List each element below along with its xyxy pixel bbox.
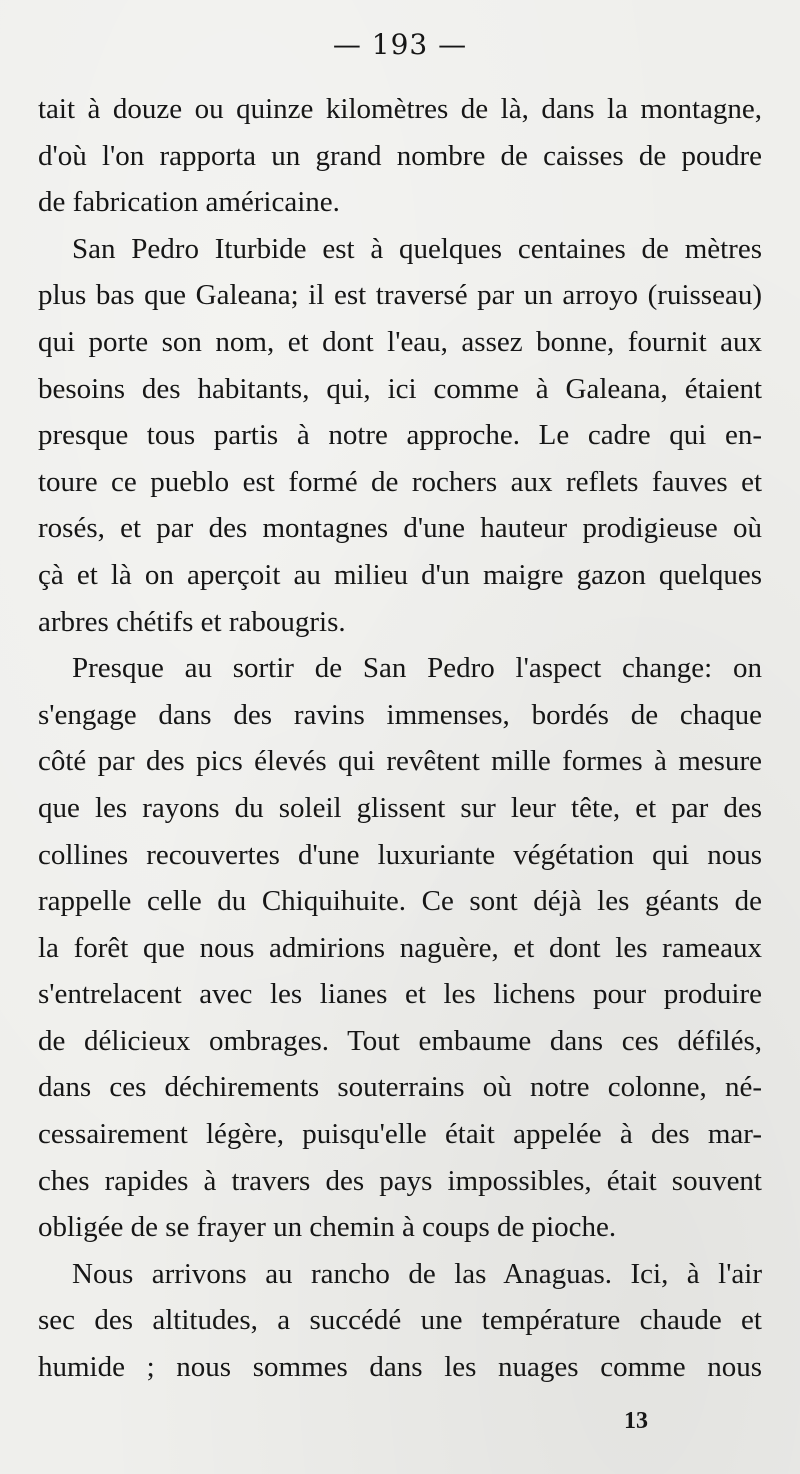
text-line: ches rapides à travers des pays impossibles, était souvent <box>38 1164 762 1197</box>
text-line: d'où l'on rapporta un grand nombre de caisses de poudre <box>38 139 762 172</box>
text-line: San Pedro Iturbide est à quelques centaines de mètres <box>72 232 762 265</box>
text-line: Presque au sortir de San Pedro l'aspect change: on <box>72 652 762 685</box>
text-line: dans ces déchirements souterrains où notre colonne, né- <box>38 1071 762 1104</box>
text-line: obligée de se frayer un chemin à coups de pioche. <box>38 1211 617 1244</box>
text-line: rappelle celle du Chiquihuite. Ce sont déjà les géants de <box>38 885 762 918</box>
text-line: arbres chétifs et rabougris. <box>38 605 346 638</box>
text-line: presque tous partis à notre approche. Le cadre qui en- <box>38 419 762 452</box>
signature-mark: 13 <box>624 1408 648 1434</box>
text-line: de délicieux ombrages. Tout embaume dans ces défilés, <box>38 1024 762 1057</box>
page-number: — 193 — <box>332 28 468 61</box>
text-line: la forêt que nous admirions naguère, et dont les rameaux <box>38 931 762 964</box>
text-line: qui porte son nom, et dont l'eau, assez bonne, fournit aux <box>38 325 762 358</box>
text-line: humide ; nous sommes dans les nuages comme nous <box>38 1351 762 1384</box>
text-line: toure ce pueblo est formé de rochers aux reflets fauves et <box>38 465 762 498</box>
text-line: plus bas que Galeana; il est traversé par un arroyo (ruisseau) <box>38 279 762 312</box>
text-line: cessairement légère, puisqu'elle était appelée à des mar- <box>38 1118 762 1151</box>
text-line: s'entrelacent avec les lianes et les lichens pour produire <box>38 978 762 1011</box>
text-line: collines recouvertes d'une luxuriante végétation qui nous <box>38 838 762 871</box>
text-line: de fabrication américaine. <box>38 186 340 219</box>
text-line: besoins des habitants, qui, ici comme à Galeana, étaient <box>38 372 762 405</box>
text-line: rosés, et par des montagnes d'une hauteur prodigieuse où <box>38 512 762 545</box>
text-line: que les rayons du soleil glissent sur leur tête, et par des <box>38 791 762 824</box>
text-line: Nous arrivons au rancho de las Anaguas. Ici, à l'air <box>72 1257 762 1290</box>
text-line: çà et là on aperçoit au milieu d'un maigre gazon quelques <box>38 558 762 591</box>
text-line: sec des altitudes, a succédé une température chaude et <box>38 1304 762 1337</box>
text-line: tait à douze ou quinze kilomètres de là, dans la montagne, <box>38 93 762 125</box>
body-text <box>38 86 762 1391</box>
text-line: côté par des pics élevés qui revêtent mille formes à mesure <box>38 745 762 778</box>
text-line: s'engage dans des ravins immenses, bordés de chaque <box>38 698 762 731</box>
